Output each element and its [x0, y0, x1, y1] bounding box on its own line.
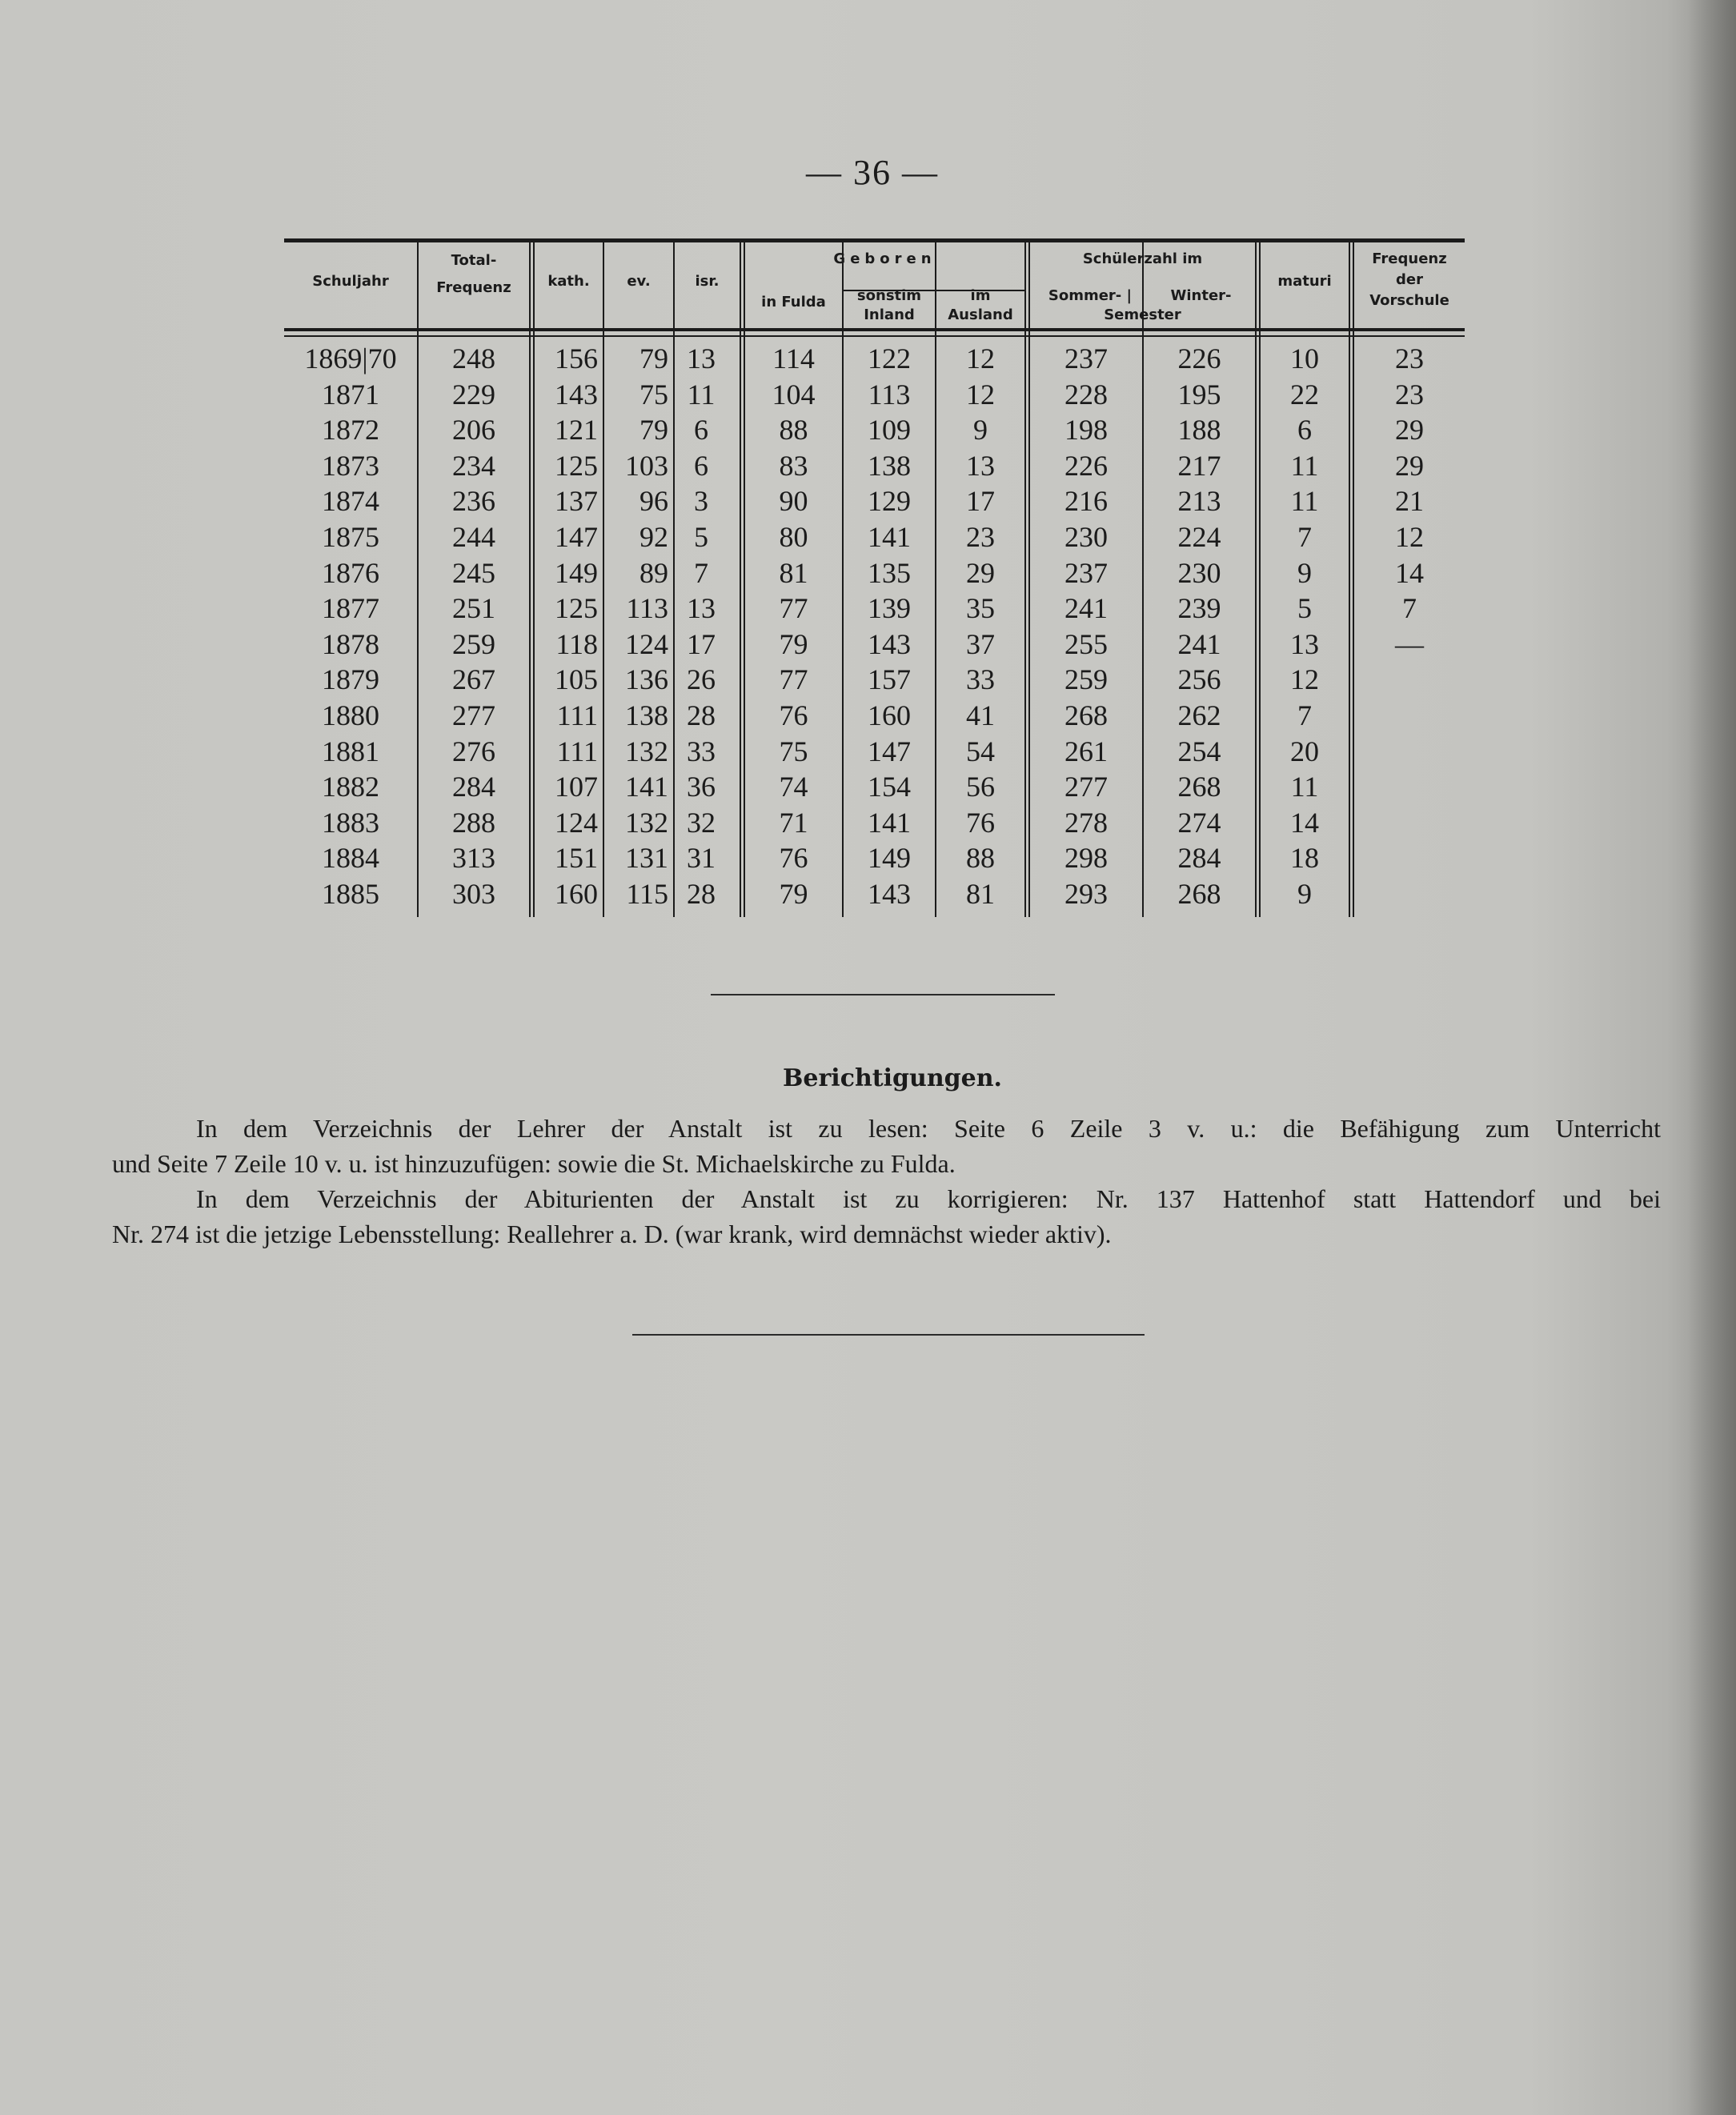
header-winter: Winter-: [1170, 287, 1232, 304]
cell-winter: 241: [1177, 627, 1221, 660]
cell-ausland: 56: [966, 771, 995, 803]
table-row: [284, 662, 1465, 697]
cell-winter: 188: [1177, 414, 1221, 447]
cell-total: 267: [452, 663, 495, 696]
cell-ev: 124: [625, 627, 668, 660]
cell-isr: 6: [694, 414, 708, 447]
cell-inland: 141: [868, 521, 911, 553]
cell-fulda: 81: [779, 556, 808, 589]
cell-total: 245: [452, 556, 495, 589]
cell-fulda: 79: [779, 878, 808, 910]
cell-kath: 143: [555, 378, 598, 411]
cell-ev: 115: [626, 878, 668, 910]
cell-maturi: 11: [1290, 771, 1319, 803]
header-in-fulda: in Fulda: [761, 294, 826, 310]
cell-vorschule: 23: [1395, 342, 1424, 375]
cell-sommer: 237: [1064, 342, 1108, 375]
cell-sommer: 293: [1064, 878, 1108, 910]
header-sonstim-line2: Inland: [864, 306, 915, 323]
cell-maturi: 7: [1297, 521, 1312, 553]
cell-kath: 121: [555, 414, 598, 447]
cell-kath: 107: [555, 771, 598, 803]
cell-maturi: 13: [1290, 627, 1319, 660]
cell-kath: 149: [555, 556, 598, 589]
cell-inland: 143: [868, 627, 911, 660]
cell-year: 1871: [322, 378, 379, 411]
cell-maturi: 20: [1290, 735, 1319, 767]
cell-year: 1881: [322, 735, 379, 767]
page-edge-shadow: [1688, 0, 1736, 2115]
cell-kath: 125: [555, 592, 598, 625]
header-vorschule-line1: Frequenz: [1372, 250, 1447, 267]
cell-isr: 26: [687, 663, 716, 696]
cell-ausland: 17: [966, 485, 995, 518]
cell-maturi: 9: [1297, 556, 1312, 589]
cell-kath: 125: [555, 449, 598, 482]
cell-ev: 79: [639, 414, 668, 447]
cell-sommer: 259: [1064, 663, 1108, 696]
cell-sommer: 255: [1064, 627, 1108, 660]
table-row: [284, 627, 1465, 662]
cell-maturi: 5: [1297, 592, 1312, 625]
table-top-rule: [284, 238, 1465, 242]
cell-isr: 3: [694, 485, 708, 518]
cell-total: 236: [452, 485, 495, 518]
cell-ausland: 29: [966, 556, 995, 589]
cell-year: 1873: [322, 449, 379, 482]
cell-winter: 268: [1177, 878, 1221, 910]
cell-ev: 96: [639, 485, 668, 518]
cell-year: 1885: [322, 878, 379, 910]
cell-winter: 268: [1177, 771, 1221, 803]
cell-sommer: 230: [1064, 521, 1108, 553]
cell-isr: 36: [687, 771, 716, 803]
cell-ausland: 13: [966, 449, 995, 482]
cell-ausland: 88: [966, 842, 995, 875]
cell-total: 277: [452, 699, 495, 731]
cell-fulda: 77: [779, 592, 808, 625]
cell-total: 313: [452, 842, 495, 875]
cell-inland: 141: [868, 806, 911, 839]
table-row: [284, 377, 1465, 412]
cell-fulda: 76: [779, 699, 808, 731]
cell-kath: 111: [556, 699, 598, 731]
cell-winter: 284: [1177, 842, 1221, 875]
cell-sommer: 277: [1064, 771, 1108, 803]
header-total-line1: Total-: [451, 252, 497, 269]
cell-winter: 254: [1177, 735, 1221, 767]
corrections-line-2: und Seite 7 Zeile 10 v. u. ist hinzuzufügen: sowie die St. Michaelskirche zu Fulda.: [112, 1149, 956, 1178]
frequency-table: [284, 238, 1465, 917]
header-bottom-rule: [284, 328, 1465, 331]
cell-maturi: 11: [1290, 485, 1319, 518]
cell-ev: 136: [625, 663, 668, 696]
page-number: — 36 —: [806, 153, 939, 192]
table-row: [284, 734, 1465, 769]
cell-year: 1876: [322, 556, 379, 589]
cell-vorschule: [1354, 876, 1465, 911]
cell-vorschule: [1354, 734, 1465, 769]
cell-isr: 7: [694, 556, 708, 589]
cell-fulda: 80: [779, 521, 808, 553]
header-sonstim-line1: sonstim: [856, 287, 922, 304]
cell-vorschule: 7: [1402, 592, 1417, 625]
cell-total: 276: [452, 735, 495, 767]
cell-ausland: 41: [966, 699, 995, 731]
cell-total: 303: [452, 878, 495, 910]
cell-isr: 13: [687, 592, 716, 625]
cell-fulda: 88: [779, 414, 808, 447]
cell-winter: 224: [1177, 521, 1221, 553]
header-vorschule-line2: der: [1396, 271, 1423, 288]
cell-isr: 13: [687, 342, 716, 375]
cell-winter: 274: [1177, 806, 1221, 839]
corrections-line-4: Nr. 274 ist die jetzige Lebensstellung: Reallehrer a. D. (war krank, wird demnächst wieder aktiv).: [112, 1220, 1112, 1248]
cell-vorschule: 21: [1395, 485, 1424, 518]
cell-year: 1880: [322, 699, 379, 731]
cell-fulda: 83: [779, 449, 808, 482]
cell-vorschule: —: [1395, 627, 1424, 660]
cell-total: 288: [452, 806, 495, 839]
cell-year: 1869|70: [304, 342, 397, 375]
cell-maturi: 12: [1290, 663, 1319, 696]
cell-fulda: 74: [779, 771, 808, 803]
cell-isr: 5: [694, 521, 708, 553]
cell-maturi: 6: [1297, 414, 1312, 447]
cell-vorschule: [1354, 805, 1465, 840]
table-row: [284, 555, 1465, 591]
section-divider: [711, 994, 1055, 995]
cell-vorschule: 23: [1395, 378, 1424, 411]
table-row: [284, 448, 1465, 483]
cell-ausland: 33: [966, 663, 995, 696]
cell-inland: 138: [868, 449, 911, 482]
cell-isr: 31: [687, 842, 716, 875]
cell-fulda: 79: [779, 627, 808, 660]
cell-fulda: 75: [779, 735, 808, 767]
cell-total: 229: [452, 378, 495, 411]
cell-winter: 217: [1177, 449, 1221, 482]
cell-total: 206: [452, 414, 495, 447]
header-sommer: Sommer- |: [1048, 287, 1133, 304]
cell-kath: 156: [555, 342, 598, 375]
cell-fulda: 76: [779, 842, 808, 875]
cell-total: 244: [452, 521, 495, 553]
cell-ev: 113: [626, 592, 668, 625]
cell-maturi: 7: [1297, 699, 1312, 731]
header-total-line2: Frequenz: [436, 279, 511, 296]
cell-maturi: 14: [1290, 806, 1319, 839]
cell-total: 234: [452, 449, 495, 482]
cell-inland: 143: [868, 878, 911, 910]
header-kath: kath.: [547, 273, 590, 290]
cell-year: 1877: [322, 592, 379, 625]
table-row: [284, 591, 1465, 626]
cell-inland: 135: [868, 556, 911, 589]
cell-ev: 103: [625, 449, 668, 482]
cell-kath: 147: [555, 521, 598, 553]
cell-kath: 151: [555, 842, 598, 875]
cell-winter: 195: [1177, 378, 1221, 411]
cell-fulda: 77: [779, 663, 808, 696]
cell-isr: 32: [687, 806, 716, 839]
cell-year: 1884: [322, 842, 379, 875]
cell-ev: 132: [625, 735, 668, 767]
cell-isr: 11: [687, 378, 716, 411]
cell-inland: 122: [868, 342, 911, 375]
cell-kath: 118: [555, 627, 598, 660]
table-row: [284, 698, 1465, 733]
cell-ev: 75: [639, 378, 668, 411]
cell-sommer: 268: [1064, 699, 1108, 731]
cell-isr: 28: [687, 699, 716, 731]
cell-ev: 89: [639, 556, 668, 589]
cell-inland: 113: [868, 378, 911, 411]
cell-isr: 33: [687, 735, 716, 767]
cell-sommer: 216: [1064, 485, 1108, 518]
cell-total: 259: [452, 627, 495, 660]
cell-sommer: 198: [1064, 414, 1108, 447]
header-schuelerzahl: Schülerzahl im: [1082, 250, 1203, 267]
cell-maturi: 22: [1290, 378, 1319, 411]
cell-kath: 160: [555, 878, 598, 910]
cell-inland: 129: [868, 485, 911, 518]
cell-sommer: 228: [1064, 378, 1108, 411]
cell-vorschule: [1354, 662, 1465, 697]
header-isr: isr.: [695, 273, 720, 290]
cell-vorschule: [1354, 698, 1465, 733]
cell-inland: 157: [868, 663, 911, 696]
corrections-title: Berichtigungen.: [783, 1064, 1002, 1092]
cell-total: 284: [452, 771, 495, 803]
cell-ev: 131: [625, 842, 668, 875]
header-geboren: Geboren: [833, 250, 936, 267]
cell-ausland: 12: [966, 378, 995, 411]
cell-winter: 262: [1177, 699, 1221, 731]
header-im-line1: im: [970, 287, 991, 304]
cell-ev: 141: [625, 771, 668, 803]
cell-year: 1872: [322, 414, 379, 447]
table-row: [284, 519, 1465, 555]
cell-year: 1875: [322, 521, 379, 553]
table-row: [284, 483, 1465, 519]
cell-ausland: 54: [966, 735, 995, 767]
cell-ev: 138: [625, 699, 668, 731]
cell-winter: 230: [1177, 556, 1221, 589]
cell-inland: 160: [868, 699, 911, 731]
header-vorschule-line3: Vorschule: [1369, 292, 1449, 309]
header-semester: Semester: [1104, 306, 1181, 323]
cell-inland: 154: [868, 771, 911, 803]
cell-inland: 147: [868, 735, 911, 767]
table-row: [284, 876, 1465, 911]
cell-sommer: 241: [1064, 592, 1108, 625]
cell-fulda: 90: [779, 485, 808, 518]
cell-winter: 226: [1177, 342, 1221, 375]
cell-ausland: 81: [966, 878, 995, 910]
cell-fulda: 114: [772, 342, 815, 375]
cell-kath: 124: [555, 806, 598, 839]
header-schuljahr: Schuljahr: [312, 273, 389, 290]
cell-vorschule: [1354, 840, 1465, 875]
cell-inland: 109: [868, 414, 911, 447]
cell-ev: 92: [639, 521, 668, 553]
cell-total: 248: [452, 342, 495, 375]
cell-vorschule: 12: [1395, 521, 1424, 553]
cell-isr: 17: [687, 627, 716, 660]
cell-sommer: 298: [1064, 842, 1108, 875]
cell-ev: 132: [625, 806, 668, 839]
cell-ausland: 9: [973, 414, 988, 447]
cell-sommer: 237: [1064, 556, 1108, 589]
cell-sommer: 226: [1064, 449, 1108, 482]
cell-vorschule: 29: [1395, 449, 1424, 482]
cell-ausland: 76: [966, 806, 995, 839]
cell-kath: 137: [555, 485, 598, 518]
header-im-line2: Ausland: [948, 306, 1013, 323]
cell-maturi: 18: [1290, 842, 1319, 875]
cell-fulda: 71: [779, 806, 808, 839]
cell-year: 1882: [322, 771, 379, 803]
cell-year: 1879: [322, 663, 379, 696]
cell-ausland: 35: [966, 592, 995, 625]
cell-total: 251: [452, 592, 495, 625]
header-maturi: maturi: [1277, 273, 1332, 290]
cell-ausland: 23: [966, 521, 995, 553]
table-row: [284, 805, 1465, 840]
cell-maturi: 9: [1297, 878, 1312, 910]
cell-kath: 111: [556, 735, 598, 767]
cell-winter: 239: [1177, 592, 1221, 625]
cell-sommer: 261: [1064, 735, 1108, 767]
header-ev: ev.: [627, 273, 651, 290]
cell-vorschule: 29: [1395, 414, 1424, 447]
cell-maturi: 10: [1290, 342, 1319, 375]
cell-vorschule: [1354, 769, 1465, 804]
corrections-line-1: In dem Verzeichnis der Lehrer der Anstalt ist zu lesen: Seite 6 Zeile 3 v. u.: die Befähigung zum Unterricht: [196, 1114, 1661, 1143]
cell-inland: 139: [868, 592, 911, 625]
cell-winter: 256: [1177, 663, 1221, 696]
cell-ev: 79: [639, 342, 668, 375]
table-row: [284, 341, 1465, 376]
cell-year: 1874: [322, 485, 379, 518]
cell-isr: 6: [694, 449, 708, 482]
cell-isr: 28: [687, 878, 716, 910]
cell-ausland: 12: [966, 342, 995, 375]
table-row: [284, 840, 1465, 875]
cell-winter: 213: [1177, 485, 1221, 518]
cell-vorschule: 14: [1395, 556, 1424, 589]
cell-fulda: 104: [772, 378, 816, 411]
cell-inland: 149: [868, 842, 911, 875]
cell-ausland: 37: [966, 627, 995, 660]
header-bottom-rule-thin: [284, 335, 1465, 337]
table-row: [284, 769, 1465, 804]
cell-sommer: 278: [1064, 806, 1108, 839]
cell-year: 1878: [322, 627, 379, 660]
cell-year: 1883: [322, 806, 379, 839]
table-row: [284, 412, 1465, 447]
cell-kath: 105: [555, 663, 598, 696]
cell-maturi: 11: [1290, 449, 1319, 482]
closing-divider: [632, 1334, 1145, 1336]
corrections-line-3: In dem Verzeichnis der Abiturienten der Anstalt ist zu korrigieren: Nr. 137 Hattenhof statt Hattendorf und bei: [196, 1184, 1661, 1213]
